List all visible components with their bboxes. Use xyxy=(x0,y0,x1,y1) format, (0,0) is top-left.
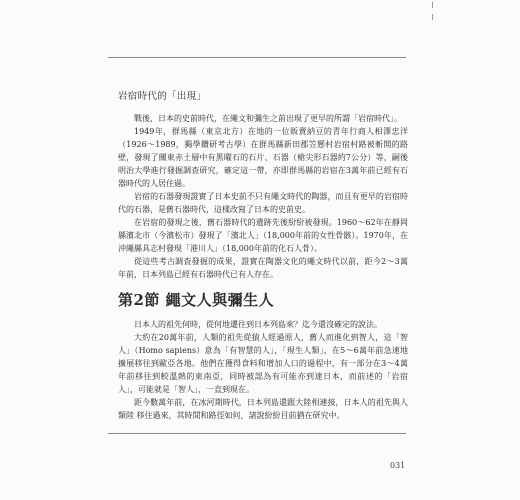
page-content xyxy=(118,88,408,422)
body-paragraph: 岩宿的石器發現證實了日本史前不只有繩文時代的陶器，而且有更早的岩宿時代的石器，是舊石器時代，這樣改寫了日本的史前史。 xyxy=(118,192,408,214)
body-paragraph: 距今數萬年前，在冰河期時代，日本列島還跟大陸相連接，日本人的祖先與人類陸 移住過來，其時間和路徑如何，諸說紛紛目前猶在研究中。 xyxy=(118,398,408,420)
paragraph-group-1 xyxy=(118,112,408,281)
body-paragraph: 從這些考古調查發掘的成果，證實在陶器文化的繩文時代以前，距今2～3萬年前，日本列島已經有石器時代已有人存在。 xyxy=(118,257,408,279)
section-heading: 岩宿時代的「出現」 xyxy=(118,91,207,102)
body-paragraph: 1949年，群馬縣（東京北方）在地的一位販賣納豆的青年行商人相澤忠洋（1926～1989，獨學鑽研考古學）在群馬縣新田郡笠懸村岩宿村路被斬開的路壁，發現了關東赤土層中有黑曜石的石片、石器（槍尖形石器約7公分）等，嗣後明治大學進行發掘調查研究，確定這一帶，亦即群馬縣的岩宿在3萬年前已經有石器時代的人居住過。 xyxy=(118,127,408,188)
crop-mark xyxy=(432,2,433,8)
bottom-rule xyxy=(108,433,406,434)
body-paragraph: 日本人的祖先何時，從何地遷往到日本列島來？迄今還沒確定的說法。 xyxy=(134,320,382,329)
body-paragraph: 在岩宿的發現之後，舊石器時代的遺跡先後紛紛被發現。1960～62年在靜岡縣濱北市（今濱松市）發現了「濱北人」（18,000年前的女性骨骸）。1970年，在沖繩縣具志村發現「港川人」（18,000年前的化石人骨）。 xyxy=(118,218,408,253)
body-paragraph: 戰後，日本的史前時代，在繩文和彌生之前出現了更早的所謂「岩宿時代」。 xyxy=(134,114,402,123)
page-number: 031 xyxy=(390,461,406,470)
paragraph-group-2 xyxy=(118,318,408,422)
top-rule xyxy=(108,57,406,58)
body-paragraph: 大約在20萬年前，人類的祖先從猿人經過原人，舊人而進化到智人，這「智人」（Homo sapiens）意為「有智慧的人」，「現生人類」，在5～6萬年前急速地擴展移往到歐亞各地。他們在獲得食料和增加人口的過程中，有一部分在3～4萬年前移往到較溫熱的東南亞，同時被認為有可能亦到達日本，而前述的「岩宿人」，可能就是「智人」，一直到現在。 xyxy=(118,333,408,394)
chapter-heading: 第2節 繩文人與彌生人 xyxy=(118,291,275,309)
crop-mark xyxy=(432,14,433,20)
